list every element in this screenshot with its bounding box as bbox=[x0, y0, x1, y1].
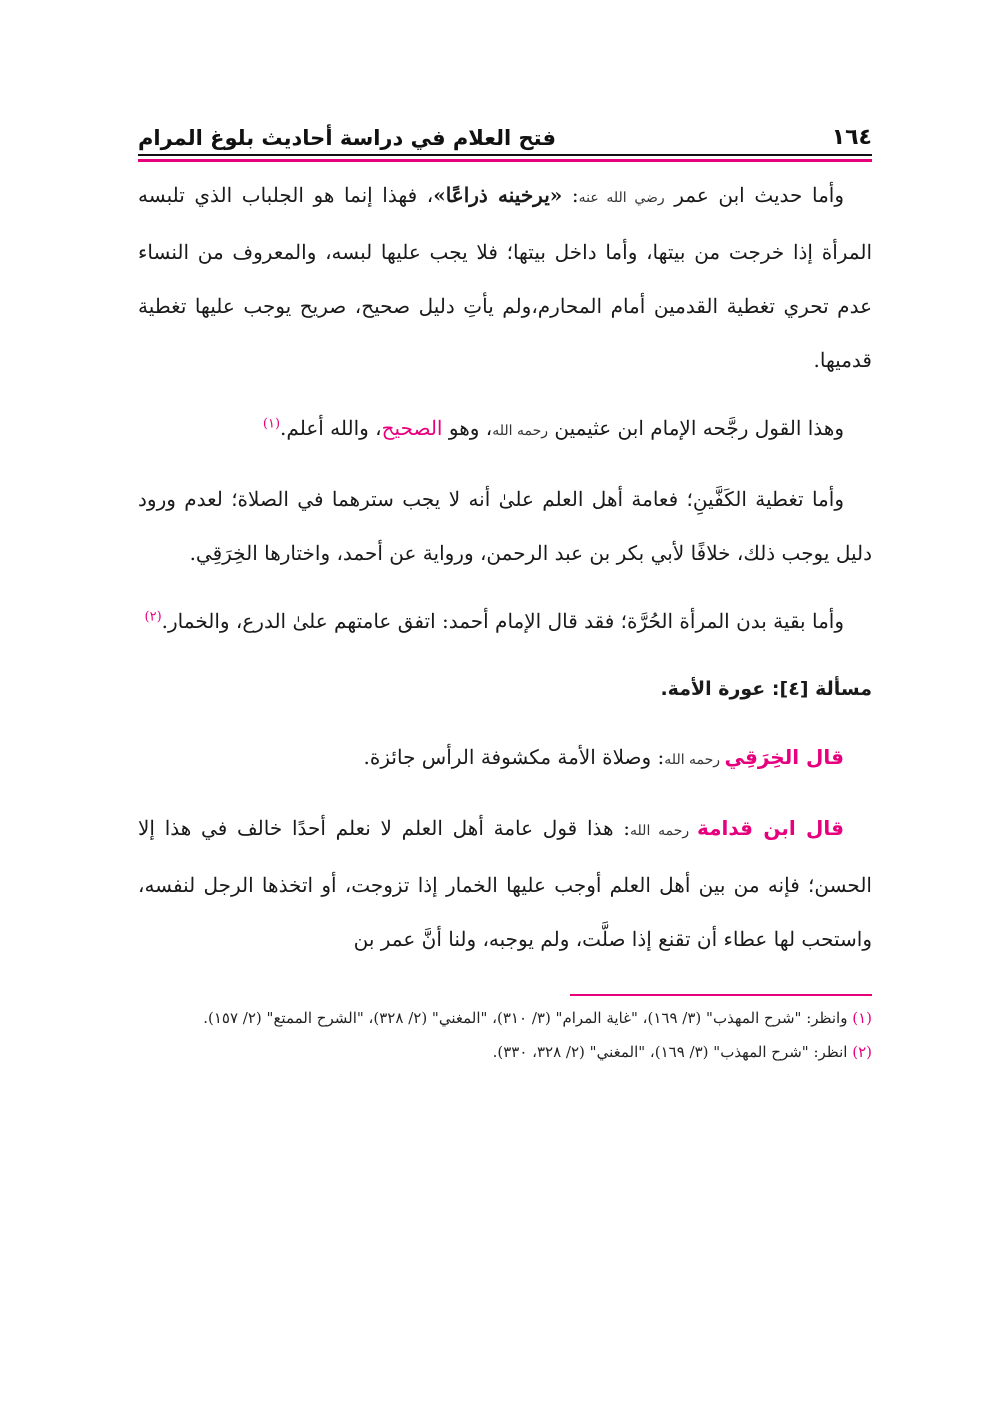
paragraph-body bbox=[138, 594, 872, 648]
footnotes bbox=[138, 1004, 872, 1066]
footnote-ref-2[interactable]: (٢) bbox=[144, 609, 162, 625]
issue-heading bbox=[138, 662, 872, 716]
scholar-name: قال الخِرَقِي bbox=[724, 745, 844, 769]
scholar-name: قال ابن قدامة bbox=[696, 816, 844, 840]
paragraph-hands bbox=[138, 472, 872, 580]
footnote-text: وانظر: "شرح المهذب" (٣/ ١٦٩)، "غاية المرام" (٣/ ٣١٠)، "المغني" (٢/ ٣٢٨)، "الشرح الممتع" (٢/ ١٥٧). bbox=[203, 1009, 853, 1027]
paragraph-khiraqi bbox=[138, 730, 872, 787]
header-rule-black bbox=[138, 154, 872, 156]
footnote-2 bbox=[138, 1038, 872, 1066]
paragraph-text: وأما تغطية الكَفَّينِ؛ فعامة أهل العلم علىٰ أنه لا يجب سترهما في الصلاة؛ لعدم ورود دليل يوجب ذلك، خلافًا لأبي بكر بن عبد الرحمن، ورواية عن أحمد، واختارها الخِرَقِي. bbox=[138, 487, 872, 565]
paragraph-opinion bbox=[138, 401, 872, 458]
honorific-glyph: رضي الله عنه bbox=[578, 190, 665, 206]
paragraph-text: ، والله أعلم. bbox=[280, 416, 382, 440]
honorific-glyph: رحمه الله bbox=[492, 423, 548, 439]
paragraph-ibn-qudama bbox=[138, 801, 872, 966]
main-text bbox=[138, 168, 872, 966]
paragraph-text: وهذا القول رجَّحه الإمام ابن عثيمين bbox=[547, 416, 844, 440]
header-rule-pink bbox=[138, 159, 872, 162]
footnote-number: (١) bbox=[852, 1009, 872, 1027]
footnote-1 bbox=[138, 1004, 872, 1032]
running-header bbox=[138, 110, 872, 150]
paragraph-text: وأما حديث ابن عمر bbox=[664, 183, 844, 207]
honorific-glyph: رحمه الله bbox=[630, 823, 697, 839]
footnote-text: انظر: "شرح المهذب" (٣/ ١٦٩)، "المغني" (٢/ ٣٢٨، ٣٣٠). bbox=[492, 1043, 853, 1061]
paragraph-text: ، وهو bbox=[442, 416, 493, 440]
sahih-highlight: الصحيح bbox=[381, 416, 443, 440]
footnote-number: (٢) bbox=[852, 1043, 872, 1061]
paragraph-text: ، فهذا إنما هو الجلباب الذي تلبسه المرأة إذا خرجت من بيتها، وأما داخل بيتها؛ فلا يجب عليها لبسه، والمعروف من النساء عدم تحري تغطية القدمين أمام المحارم،ولم يأتِ دليل صحيح، صريح يوجب عليها تغطية قدميها. bbox=[138, 183, 872, 372]
footnote-separator bbox=[570, 994, 872, 996]
book-page bbox=[138, 110, 872, 1072]
paragraph-text: : bbox=[562, 183, 579, 207]
paragraph-text: : وصلاة الأمة مكشوفة الرأس جائزة. bbox=[363, 745, 665, 769]
footnote-ref-1[interactable]: (١) bbox=[262, 416, 281, 432]
hadith-quote: «يرخينه ذراعًا» bbox=[433, 183, 563, 207]
issue-title: عورة الأمة. bbox=[660, 678, 772, 700]
book-title: فتح العلام في دراسة أحاديث بلوغ المرام bbox=[138, 126, 556, 150]
paragraph-ibn-umar bbox=[138, 168, 872, 387]
paragraph-text: : هذا قول عامة أهل العلم لا نعلم أحدًا خالف في هذا إلا الحسن؛ فإنه من بين أهل العلم أوجب عليها الخمار إذا تزوجت، أو اتخذها الرجل لنفسه، واستحب لها عطاء أن تقنع إذا صلَّت، ولم يوجبه، ولنا أنَّ عمر بن bbox=[138, 816, 872, 951]
page-number: ١٦٤ bbox=[831, 125, 872, 150]
issue-label: مسألة [٤]: bbox=[771, 678, 872, 700]
honorific-glyph: رحمه الله bbox=[664, 752, 725, 768]
paragraph-text: وأما بقية بدن المرأة الحُرَّة؛ فقد قال الإمام أحمد: اتفق عامتهم علىٰ الدرع، والخمار. bbox=[161, 609, 844, 633]
